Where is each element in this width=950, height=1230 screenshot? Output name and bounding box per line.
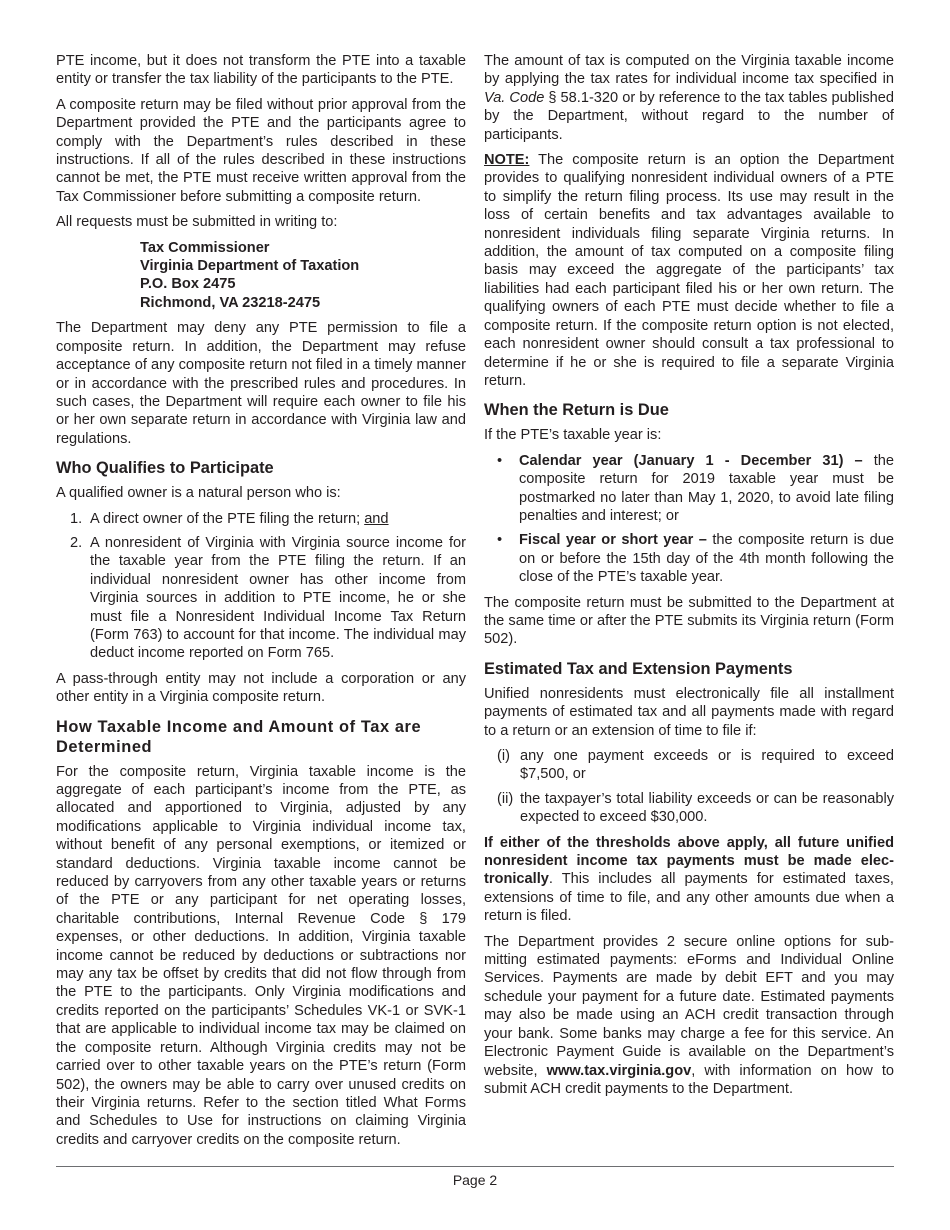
- list-item-text: A nonresident of Virginia with Virginia source income for the taxable year from the PTE filing the return. If an individual nonresident owner has other income from Virginia sources in addition to PTE income, he or she must file a Nonresident Individual Income Tax Return (Form 763) to account for that income. The individual may deduct income reported on Form 765.: [90, 534, 466, 662]
- paragraph: The composite return must be submitted to the Department at the same time or after the PTE submits its Virginia return (Form 502).: [484, 594, 894, 648]
- section-heading: How Taxable Income and Amount of Tax are Determined: [56, 717, 422, 756]
- bold-text-run: If either of the thresholds above apply, all future unified nonresident income tax payments must be made elec-tronically: [484, 834, 894, 888]
- text-run: The Department provides 2 secure online options for sub-mitting estimated payments: eForms and Individual Online Services. Payments are made by debit EFT and you may schedule your payment for a future date. Estimated payments may also be made using an ACH credit transaction through your bank. Some banks may charge a fee for this service. An Electronic Payment Guide is available on the Department’s website,: [484, 933, 894, 1079]
- list-item-text: A direct owner of the PTE filing the return;: [90, 510, 365, 527]
- paragraph: For the composite return, Virginia taxable income is the aggregate of each participant’s income from the PTE, as allocated and apportioned to Virginia, adjusted by any modifications applicable to Virginia individual income tax, without benefit of any personal exemptions, or itemized or standard deductions. Virginia taxable income cannot be reduced by carryovers from any other taxable years or returns of the PTE or any participant for net operating losses, charitable contributions, Internal Revenue Code § 179 expenses, or other deductions. In addition, Virginia taxable income cannot be reduced by deductions or subtractions nor may any tax be offset by credits that did not flow through from the PTE to the participants. Only Virginia modifications and credits reported on the participants’ Schedules VK-1 or SVK-1 that are applicable to individual income tax may be claimed on the composite return. Although Virginia credits may not be carried over to other taxable years on the PTE’s return (Form 502), the owners may be able to carry over unused credits on their Virginia returns. Refer to the section titled What Forms and Schedules to Use for instructions on claiming Virginia credits and carryover credits on the composite return.: [56, 763, 466, 1148]
- paragraph: The Department may deny any PTE permission to file a composite return. In addition, the Department may refuse acceptance of any composite return not filed in a timely manner or in accordance with the prescribed rules and procedures. In such cases, the Department will require each owner to file his or her own separate return in accordance with Virginia law and regulations.: [56, 320, 466, 447]
- mailing-address: [140, 239, 466, 313]
- text-run: , with information on how to submit ACH credit payments to the Department.: [484, 1062, 895, 1097]
- list-item-text: the composite return is due on or before the 15th day of the 4th month following the close of the PTE’s taxable year.: [519, 532, 894, 586]
- paragraph: A pass-through entity may not include a corporation or any other entity in a Virginia composite return.: [56, 670, 466, 706]
- page-number: Page 2: [452, 1172, 498, 1188]
- text-run: The composite return is an option the Department provides to qualifying nonresident individual owners of a PTE to simplify the return filing process. Its use may result in the loss of certain benefits and tax advantages available to nonresident individuals filing separate Virginia returns. In addition, the amount of tax computed on a composite filing basis may exceed the aggregate of the participants’ tax liabilities had each participant filed his or her own return. The qualifying owners of each PTE must decide whether to file a composite return. If the composite return option is not elected, each nonresident owner should consult a tax professional to determine if he or she is required to file a separate Virginia return.: [484, 152, 894, 389]
- bold-lead: Calendar year (January 1 - December 31) –: [519, 452, 863, 469]
- list-number: (i): [497, 748, 510, 764]
- note-label: NOTE:: [484, 152, 530, 169]
- underlined-word: and: [364, 510, 389, 527]
- paragraph: [484, 933, 894, 1099]
- paragraph: [484, 834, 894, 926]
- list-item: [56, 510, 466, 528]
- text-run: The amount of tax is computed on the Virginia taxable income by applying the tax rates for individual income tax specified in: [484, 53, 894, 88]
- list-item: [56, 534, 466, 663]
- paragraph: A qualified owner is a natural person who is:: [56, 485, 341, 502]
- list-item: [484, 747, 894, 784]
- address-line: Virginia Department of Taxation: [140, 258, 360, 275]
- list-item-text: the taxpayer’s total liability exceeds or can be reasonably expected to exceed $30,000.: [520, 790, 894, 826]
- address-line: Richmond, VA 23218-2475: [140, 294, 321, 311]
- paragraph: If the PTE’s taxable year is:: [484, 427, 662, 444]
- paragraph: All requests must be submitted in writing to:: [56, 214, 338, 231]
- due-date-list: [484, 452, 894, 587]
- list-item: [484, 790, 894, 827]
- document-page: [56, 52, 894, 1162]
- list-item: [484, 531, 894, 586]
- threshold-list: [484, 747, 894, 827]
- address-line: Tax Commissioner: [140, 239, 270, 256]
- section-heading: Who Qualifies to Participate: [56, 459, 274, 478]
- list-number: 1.: [70, 510, 83, 527]
- bullet: •: [497, 452, 503, 469]
- paragraph: PTE income, but it does not transform the PTE into a taxable entity or transfer the tax liability of the participants to the PTE.: [56, 53, 466, 88]
- paragraph: Unified nonresidents must electronically file all installment payments of estimated tax and all payments made with regard to a return or an extension of time to file if:: [484, 685, 894, 739]
- italic-citation: Va. Code: [484, 89, 545, 106]
- section-heading: When the Return is Due: [484, 401, 669, 420]
- note-paragraph: [484, 151, 894, 390]
- right-column: [484, 52, 894, 1105]
- left-column: [56, 52, 466, 1156]
- text-run: § 58.1-320 or by reference to the tax tables published by the Department, without regard to the number of participants.: [484, 89, 894, 143]
- bold-lead: Fiscal year or short year –: [519, 532, 707, 549]
- website-link[interactable]: www.tax.virginia.gov: [546, 1062, 692, 1079]
- footer-divider: [56, 1166, 894, 1167]
- list-item: [484, 452, 894, 526]
- qualification-list: [56, 510, 466, 663]
- bullet: •: [497, 532, 503, 549]
- text-run: . This includes all payments for estimated taxes, extensions of time to file, and any other amounts due when a return is filed.: [484, 871, 894, 925]
- list-number: 2.: [70, 534, 83, 551]
- paragraph: A composite return may be filed without prior approval from the Department provided the PTE and the participants agree to comply with the Department’s rules described in these instructions. If all of the rules described in these instructions cannot be met, the PTE must receive written approval from the Tax Commissioner before submitting a composite return.: [56, 96, 466, 205]
- paragraph: [484, 52, 894, 144]
- section-heading: Estimated Tax and Extension Payments: [484, 659, 793, 678]
- list-item-text: any one payment exceeds or is required to exceed $7,500, or: [520, 748, 894, 783]
- list-item-text: the composite return for 2019 taxable year must be postmarked no later than May 1, 2020, to avoid late filing penalties and interest; or: [519, 452, 894, 524]
- address-line: P.O. Box 2475: [140, 276, 236, 293]
- list-number: (ii): [497, 790, 514, 807]
